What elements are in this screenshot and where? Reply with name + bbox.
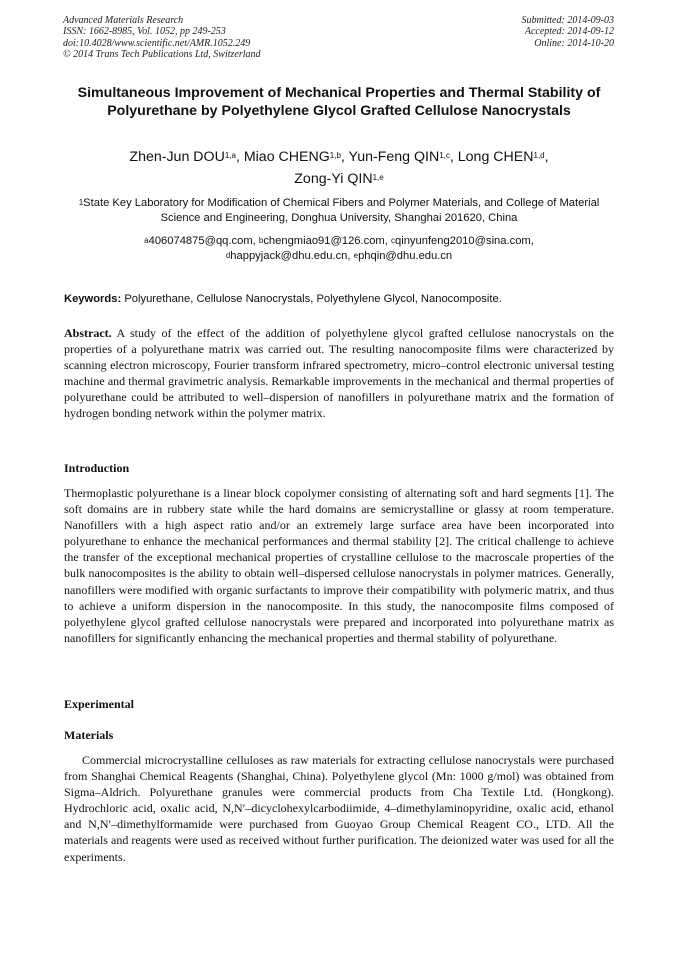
email-sup: e [353, 251, 359, 260]
date-accepted: Accepted: 2014-09-12 [524, 26, 614, 38]
author-sup: 1,c [439, 151, 450, 160]
email-link[interactable]: phqin@dhu.edu.cn [358, 250, 453, 262]
date-submitted: Submitted: 2014-09-03 [521, 15, 614, 26]
section-heading-experimental: Experimental [64, 697, 134, 711]
abstract [64, 325, 614, 422]
journal-name: Advanced Materials Research [63, 15, 184, 26]
author-sup: 1,d [533, 151, 545, 160]
email-link[interactable]: 406074875@qq.com [148, 235, 253, 247]
email-sup: c [390, 236, 395, 245]
author-name: Zong-Yi QIN [294, 171, 373, 187]
keywords [64, 292, 614, 306]
section-heading-introduction: Introduction [64, 461, 130, 475]
author-list: Zhen-Jun DOU$^{1,a}$, Miao CHENG$^{1,b}$, Yun-Feng QIN$^{1,c}$, Long CHEN$^{1,d}$, Zong-Yi QIN$^{1,e}$ [129, 149, 549, 187]
journal-issn: ISSN: 1662-8985, Vol. 1052, pp 249-253 [63, 26, 226, 38]
dates-header [522, 15, 615, 49]
author-sup: 1,a [224, 151, 236, 160]
paper-title: Simultaneous Improvement of Mechanical Properties and Thermal Stability of Polyurethane by Polyethylene Glycol Grafted Cellulose Nanocrystals [77, 85, 601, 119]
author-name: Zhen-Jun DOU [129, 149, 225, 165]
email-link[interactable]: qinyunfeng2010@sina.com [394, 235, 531, 247]
author-sup: 1,b [329, 151, 341, 160]
abstract-label: Abstract. [64, 326, 112, 340]
journal-header [63, 15, 261, 61]
journal-doi: doi:10.4028/www.scientific.net/AMR.1052.249 [63, 37, 251, 49]
affiliation-sup: 1 [78, 198, 84, 207]
email-link[interactable]: chengmiao91@126.com [263, 235, 385, 247]
affiliation [64, 196, 614, 226]
introduction-paragraph: Thermoplastic polyurethane is a linear block copolymer consisting of alternating soft and hard segments [1]. The soft domains are in rubbery state while the hard domains are semicrystalline or glassy at room temperature. Nanofillers with a high aspect ratio and/or an extremely large surface area have been incorporated into polyurethane to enhance the mechanical performances and thermal stability [2]. The critical challenge to achieve the transfer of the exceptional mechanical properties of crystalline cellulose to the macroscale properties of the bulk nanocomposites is the ability to obtain well–dispersed cellulose nanocrystals in polymer matrices. Generally, nanofillers were modified with organic surfactants to improve their compatibility with polymeric matrix, and thus to achieve a uniform dispersion in the nanocomposite. In this study, the nanocomposite films composed of polyethylene glycol grafted cellulose nanocrystals were prepared and incorporated into polyurethane matrix as nanofillers for significantly enhancing the mechanical properties and thermal stability of polyurethane. [64, 486, 614, 645]
keywords-text: Polyurethane, Cellulose Nanocrystals, Polyethylene Glycol, Nanocomposite. [124, 293, 502, 305]
abstract-text: A study of the effect of the addition of polyethylene glycol grafted cellulose nanocrystals on the properties of a polyurethane matrix was carried out. The resulting nanocomposite films were characterized by scanning electron microscopy, Fourier transform infrared spectrometry, micro–control electronic universal testing machine and thermal gravimetric analysis. Remarkable improvements in the mechanical and thermal properties of polyurethane could be attributed to well–dispersion of nanofillers in polyurethane matrix and the formation of hydrogen bonding network within the polymer matrix. [64, 326, 614, 421]
author-name: Miao CHENG [243, 149, 330, 165]
email-sup: b [258, 236, 264, 245]
affiliation-text: State Key Laboratory for Modification of Chemical Fibers and Polymer Materials, and College of Material Science and Engineering, Donghua University, Shanghai 201620, China [83, 197, 600, 224]
email-sup: a [144, 236, 149, 245]
materials-paragraph: Commercial microcrystalline celluloses as raw materials for extracting cellulose nanocrystals were purchased from Shanghai Chemical Reagents (Shanghai, China). Polyethylene glycol (Mn: 1000 g/mol) was obtained from Sigma–Aldrich. Polyurethane granules were commercial products from Cha Textile Ltd. (Hongkong). Hydrochloric acid, oxalic acid, N,N′–dicyclohexylcarbodiimide, 4–dimethylaminopyridine, oxalic acid, ethanol and N,N′–dimethylformamide were purchased from Guoyao Group Chemical Reagent CO., LTD. All the materials and reagents were used as received without further purification. The deionized water was used for all the experiments. [64, 753, 614, 864]
date-online: Online: 2014-10-20 [534, 37, 614, 49]
subsection-heading-materials: Materials [64, 728, 114, 742]
email-list: $^a$406074875@qq.com, $^b$chengmiao91@126.com, $^c$qinyunfeng2010@sina.com, $^d$happyjack@dhu.edu.cn, $^e$phqin@dhu.edu.cn [144, 235, 534, 262]
email-sup: d [225, 251, 231, 260]
journal-copyright: © 2014 Trans Tech Publications Ltd, Switzerland [63, 49, 261, 61]
email-link[interactable]: happyjack@dhu.edu.cn [230, 250, 348, 262]
keywords-label: Keywords: [64, 293, 122, 305]
author-name: Yun-Feng QIN [348, 149, 440, 165]
author-name: Long CHEN [457, 149, 534, 165]
author-sup: 1,e [372, 173, 384, 182]
